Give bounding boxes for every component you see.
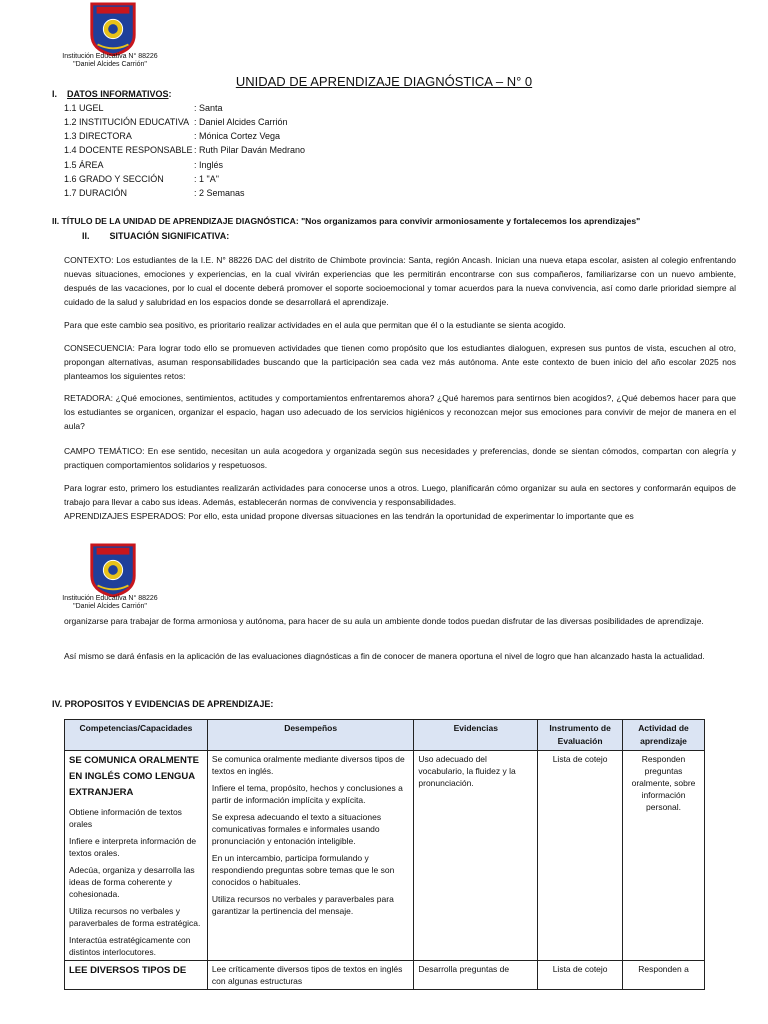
desempeno-item: Se expresa adecuando el texto a situaciones comunicativas formales e informales usando pronunciación y entonación inteligible. — [211, 812, 382, 846]
datos-item: 1.5 ÁREA : Inglés — [64, 160, 224, 170]
school-crest-icon — [88, 543, 138, 597]
evidencia-cell: Uso adecuado del vocabulario, la fluidez y la pronunciación. — [414, 751, 538, 961]
retadora-paragraph: RETADORA: ¿Qué emociones, sentimientos, actitudes y comportamientos enfrentaremos ahora? ¿Qué haremos para sentirnos bien acogidos?, ¿Qué debemos hacer para que los estudiantes se organicen, organizar el espacio, hagan uso adecuado de los servicios higiénicos y reconozcan mejor sus emociones para convivir de mejor de manera en el aula? — [64, 393, 736, 431]
propositos-heading: IV. PROPOSITOS Y EVIDENCIAS DE APRENDIZAJE: — [52, 699, 274, 709]
datos-item: 1.3 DIRECTORA : Mónica Cortez Vega — [64, 131, 281, 141]
datos-heading: I. DATOS INFORMATIVOS: — [52, 89, 172, 99]
competencia-cell — [65, 961, 208, 990]
col-header-actividad: Actividad de aprendizaje — [623, 720, 705, 751]
datos-item: 1.2 INSTITUCIÓN EDUCATIVA : Daniel Alcides Carrión — [64, 117, 288, 127]
document-title: UNIDAD DE APRENDIZAJE DIAGNÓSTICA – N° 0 — [235, 74, 533, 89]
desempenos-cell: Lee críticamente diversos tipos de textos en inglés con algunas estructuras — [207, 961, 413, 990]
desempeno-item: Utiliza recursos no verbales y paraverbales para garantizar la pertinencia del mensaje. — [211, 894, 394, 916]
institution-crest — [88, 543, 138, 602]
desempenos-cell — [207, 751, 413, 961]
datos-item: 1.4 DOCENTE RESPONSABLE : Ruth Pilar Daván Medrano — [64, 145, 306, 155]
datos-item: 1.1 UGEL : Santa — [64, 103, 223, 113]
situacion-heading: II. SITUACIÓN SIGNIFICATIVA: — [82, 231, 230, 241]
school-crest-icon — [88, 2, 138, 56]
aprendizajes-paragraph: APRENDIZAJES ESPERADOS: Por ello, esta unidad propone diversas situaciones en las tendrán la oportunidad de experimentar lo importante que es — [64, 511, 634, 521]
actividad-cell: Responden preguntas oralmente, sobre información personal. — [623, 751, 705, 961]
institution-name: Institución Educativa N° 88226 "Daniel Alcides Carrión" — [62, 595, 158, 610]
col-header-instrumento: Instrumento de Evaluación — [538, 720, 623, 751]
cambio-paragraph: Para que este cambio sea positivo, es prioritario realizar actividades en el aula que permitan que él o la estudiante se sienta acogido. — [64, 320, 566, 330]
campo-paragraph: CAMPO TEMÁTICO: En ese sentido, necesitan un aula acogedora y organizada según sus necesidades y preferencias, donde se sientan cómodos, compartan con alegría y practiquen comportamientos solidarios y respetuosos. — [64, 446, 736, 470]
competencia-title: LEE DIVERSOS TIPOS DE — [69, 965, 187, 976]
desempeno-item: Se comunica oralmente mediante diversos tipos de textos en inglés. — [211, 754, 405, 776]
capacidad-item: Utiliza recursos no verbales y paraverbales de forma estratégica. — [69, 906, 201, 928]
lograr-paragraph: Para lograr esto, primero los estudiantes realizarán actividades para conocerse unos a otros. Luego, planificarán cómo organizar su aula en sectores y conformarán equipos de trabajo para llevar a cabo sus ideas. Además, establecerán normas de convivencia y responsabilidades. — [64, 483, 736, 507]
organizarse-paragraph: organizarse para trabajar de forma armoniosa y autónoma, para hacer de su aula un ambiente donde todos puedan disfrutar de las diversas posibilidades de aprendizaje. — [64, 616, 704, 626]
desempeno-item: Infiere el tema, propósito, hechos y conclusiones a partir de información implícita y explícita. — [211, 783, 403, 805]
institution-name: Institución Educativa N° 88226 "Daniel Alcides Carrión" — [62, 53, 158, 68]
capacidad-item: Infiere e interpreta información de textos orales. — [69, 836, 197, 858]
desempeno-item: En un intercambio, participa formulando y respondiendo preguntas sobre temas que le son conocidos o habituales. — [211, 853, 395, 887]
table-header-row — [65, 720, 705, 751]
contexto-paragraph: CONTEXTO: Los estudiantes de la I.E. N° 88226 DAC del distrito de Chimbote provincia: Santa, región Ancash. Inician una nueva etapa escolar, asisten al colegio enfrentando nuevas situaciones, emociones y experiencias, en la cual vivirán experiencias que les permitirán encontrarse con sus compañeros, familiarizarse con un nuevo ambiente, después de las vacaciones, por lo cual el docente deberá promover el soporte socioemocional y tomar acuerdos para la nueva convivencia, así como darle prioridad siempre al cuidado de la salud y salubridad en los espacios donde se desarrollará el aprendizaje. — [64, 255, 736, 307]
asimismo-paragraph: Así mismo se dará énfasis en la aplicación de las evaluaciones diagnósticas a fin de conocer de manera oportuna el nivel de logro que han alcanzado hasta la actualidad. — [64, 651, 705, 661]
competencia-cell — [65, 751, 208, 961]
capacidad-item: Adecúa, organiza y desarrolla las ideas de forma coherente y cohesionada. — [69, 865, 195, 899]
col-header-evidencias: Evidencias — [414, 720, 538, 751]
competencia-title: SE COMUNICA ORALMENTE EN INGLÉS COMO LENGUA EXTRANJERA — [69, 755, 200, 798]
actividad-cell: Responden a — [623, 961, 705, 990]
propositos-table — [64, 719, 705, 990]
instrumento-cell: Lista de cotejo — [538, 961, 623, 990]
col-header-desempenos: Desempeños — [207, 720, 413, 751]
capacidad-item: Interactúa estratégicamente con distintos interlocutores. — [69, 935, 191, 957]
capacidad-item: Obtiene información de textos orales — [69, 807, 182, 829]
table-row — [65, 751, 705, 961]
datos-item: 1.7 DURACIÓN : 2 Semanas — [64, 188, 245, 198]
evidencia-cell: Desarrolla preguntas de — [414, 961, 538, 990]
consecuencia-paragraph: CONSECUENCIA: Para lograr todo ello se promueven actividades que tienen como propósito que los estudiantes dialoguen, expresen sus puntos de vista, escuchen al otro, propongan alternativas, asuman responsabilidades buscando que la participación sea cada vez más autónoma. Ante este contexto de buen inicio del año escolar 2025 nos planteamos los siguientes retos: — [64, 343, 736, 381]
datos-item: 1.6 GRADO Y SECCIÓN : 1 "A" — [64, 174, 219, 184]
instrumento-cell: Lista de cotejo — [538, 751, 623, 961]
table-row — [65, 961, 705, 990]
unit-title-heading: II. TÍTULO DE LA UNIDAD DE APRENDIZAJE DIAGNÓSTICA: "Nos organizamos para convivir armoniosamente y fortalecemos los aprendizajes" — [52, 216, 641, 226]
col-header-competencias: Competencias/Capacidades — [65, 720, 208, 751]
